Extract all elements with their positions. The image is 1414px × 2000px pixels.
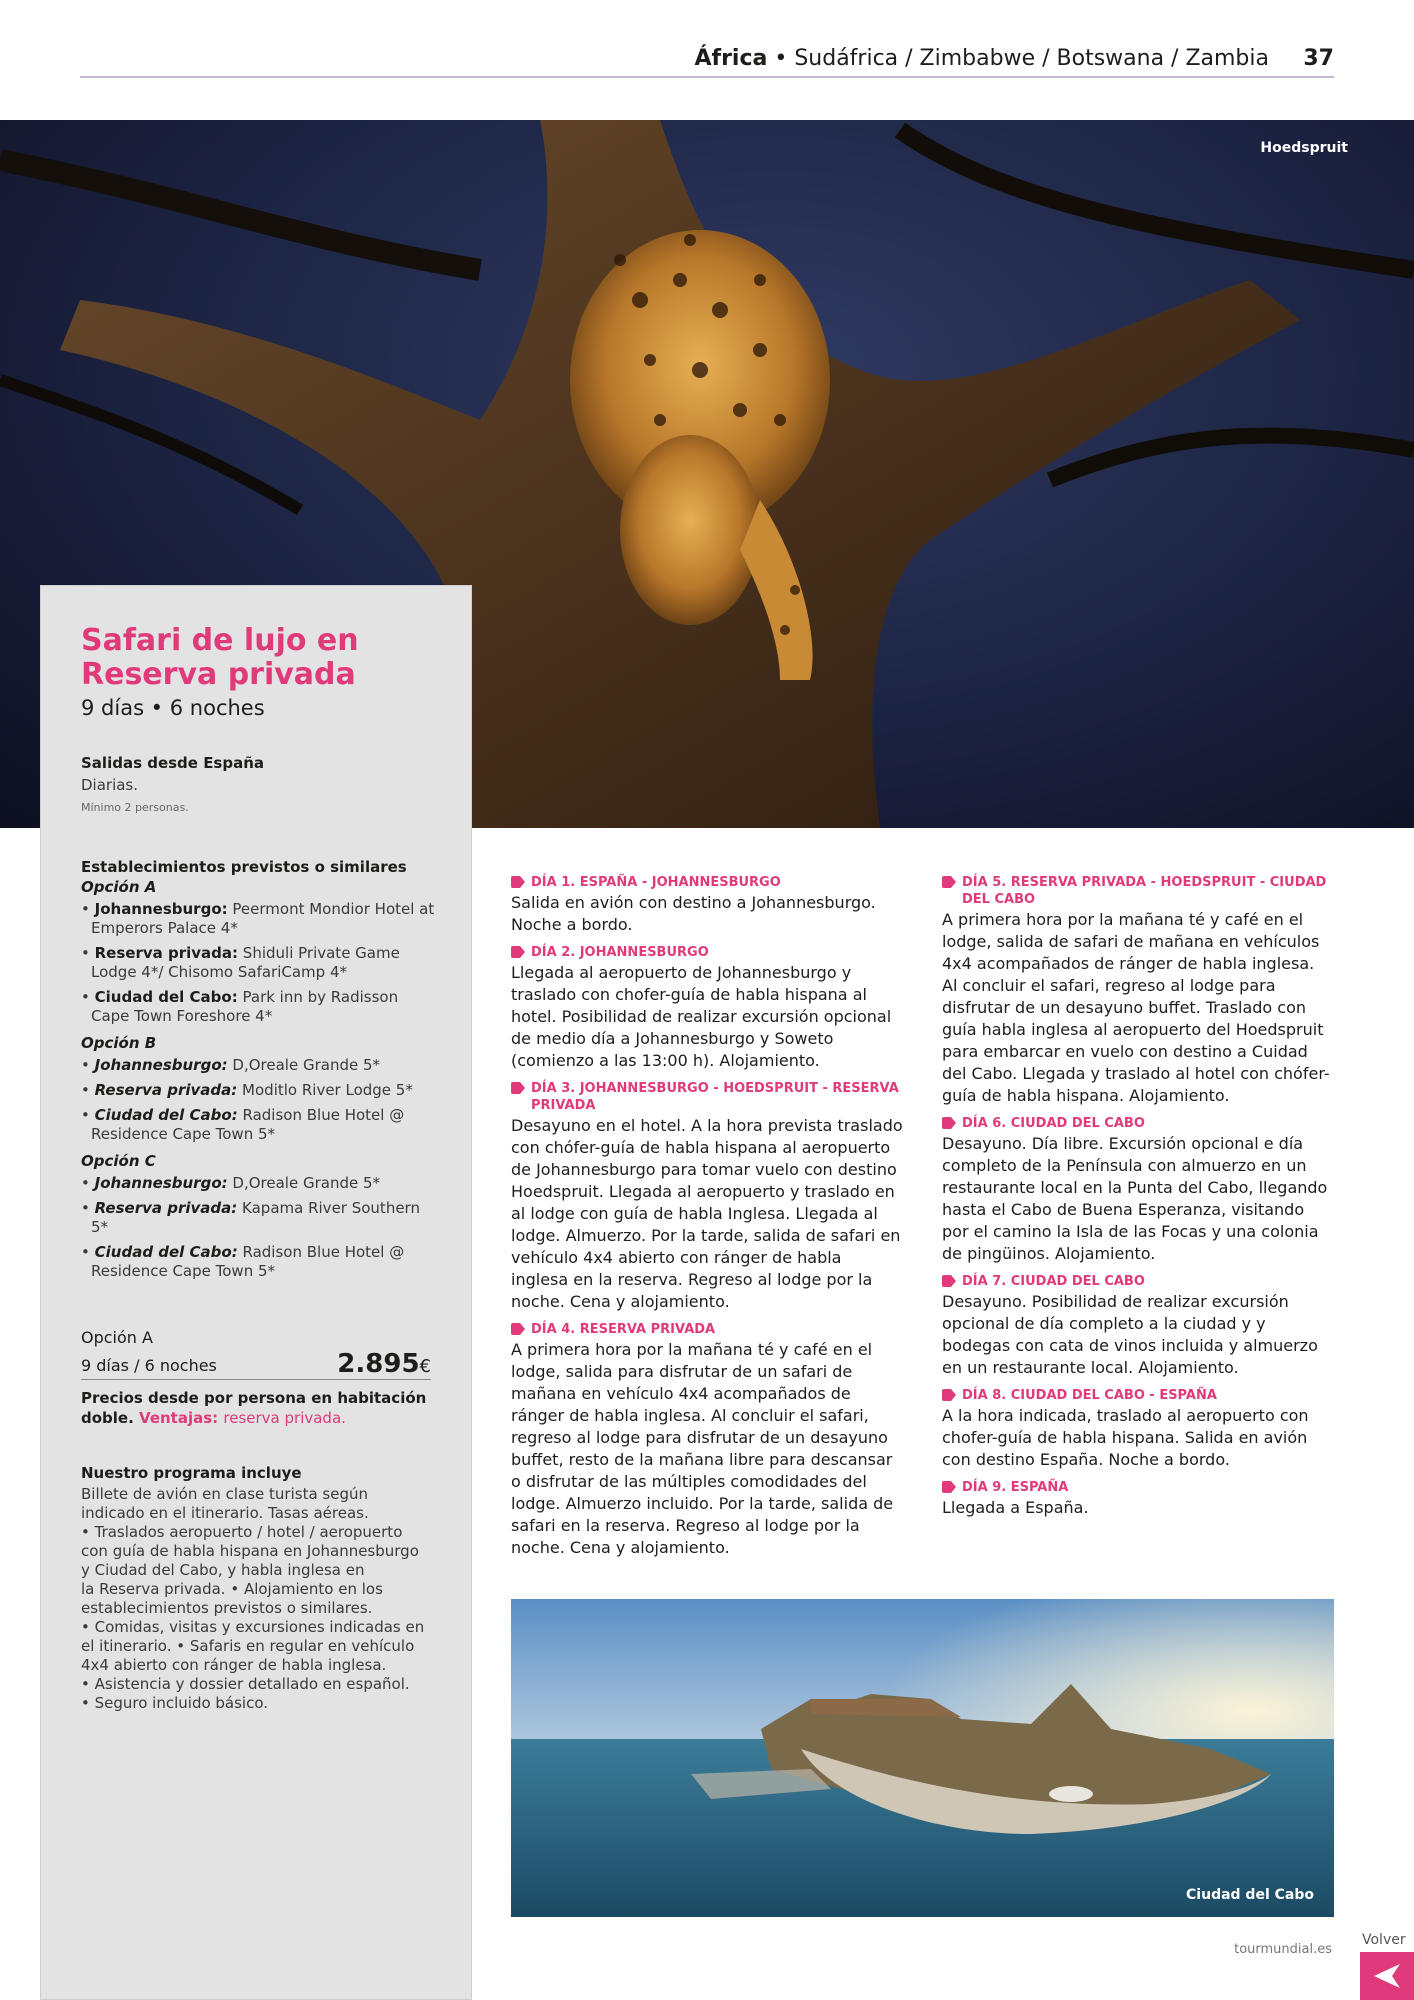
includes-line: el itinerario. • Safaris en regular en vehículo xyxy=(81,1637,415,1655)
day-title: DÍA 9. ESPAÑA xyxy=(962,1480,1069,1495)
header-region: África xyxy=(694,46,768,71)
includes-line: establecimientos previstos o similares. xyxy=(81,1599,373,1617)
tag-icon xyxy=(942,1117,956,1129)
day-heading xyxy=(942,1387,1334,1404)
advantages-value: reserva privada. xyxy=(223,1409,346,1427)
cape-caption: Ciudad del Cabo xyxy=(1186,1887,1314,1903)
hotel-place: Ciudad del Cabo: xyxy=(94,1106,238,1124)
day-title: DÍA 2. JOHANNESBURGO xyxy=(531,945,709,960)
tag-icon xyxy=(942,1275,956,1287)
includes-line: indicado en el itinerario. Tasas aéreas. xyxy=(81,1504,369,1522)
day-heading xyxy=(942,874,1334,908)
list-item: • Reserva privada: Kapama River Southern 5* xyxy=(81,1199,420,1236)
tag-icon xyxy=(511,946,525,958)
itinerary-column-1 xyxy=(511,866,903,1559)
tag-icon xyxy=(511,1323,525,1335)
day-heading xyxy=(511,1321,903,1338)
hotel-place: Johannesburgo: xyxy=(94,1174,228,1192)
day-heading xyxy=(511,944,903,961)
day-heading xyxy=(942,1115,1334,1132)
list-item: • Reserva privada: Moditlo River Lodge 5* xyxy=(81,1081,413,1099)
hotel-place: Johannesburgo: xyxy=(94,900,228,918)
day-title: DÍA 8. CIUDAD DEL CABO - ESPAÑA xyxy=(962,1388,1217,1403)
cape-town-photo xyxy=(511,1599,1334,1917)
day-text: Desayuno. Día libre. Excursión opcional e día completo de la Península con almuerzo en un restaurante local en la Punta del Cabo, llegando hasta el Cabo de Buena Esperanza, visitando por el camino la Isla de las Focas y una colonia de pingüinos. Alojamiento. xyxy=(942,1134,1328,1263)
price-currency: € xyxy=(419,1356,431,1377)
tag-icon xyxy=(511,876,525,888)
day-title: DÍA 5. RESERVA PRIVADA - HOEDSPRUIT - CIUDAD DEL CABO xyxy=(962,875,1327,907)
includes-line: • Comidas, visitas y excursiones indicadas en xyxy=(81,1618,425,1636)
day-text: Llegada al aeropuerto de Johannesburgo y traslado con chofer-guía de habla hispana al hotel. Posibilidad de realizar excursión opcional de medio día a Johannesburgo y Soweto (comienzo a las 13:00 h). Alojamiento. xyxy=(511,963,892,1070)
includes-line: 4x4 abierto con ránger de habla inglesa. xyxy=(81,1656,387,1674)
back-button[interactable] xyxy=(1360,1952,1414,2000)
option-b-label: Opción B xyxy=(81,1034,157,1052)
includes-line: y Ciudad del Cabo, y habla inglesa en xyxy=(81,1561,365,1579)
page-number: 37 xyxy=(1303,46,1334,71)
hotel-name: Radison Blue Hotel @ Residence Cape Town 5* xyxy=(91,1106,405,1143)
day-heading xyxy=(511,874,903,891)
list-item: • Ciudad del Cabo: Radison Blue Hotel @ Residence Cape Town 5* xyxy=(81,1106,405,1143)
price-amount: 2.895 xyxy=(337,1349,420,1379)
option-c-label: Opción C xyxy=(81,1152,156,1170)
trip-title-line1: Safari de lujo en xyxy=(81,623,359,658)
header-title xyxy=(694,46,1269,71)
includes-line: con guía de habla hispana en Johannesburgo xyxy=(81,1542,419,1560)
day-title: DÍA 7. CIUDAD DEL CABO xyxy=(962,1274,1145,1289)
includes-line: Billete de avión en clase turista según xyxy=(81,1485,368,1503)
trip-info-sidebar xyxy=(40,585,472,2000)
hotel-name: Radison Blue Hotel @ Residence Cape Town 5* xyxy=(91,1243,405,1280)
includes-line: • Seguro incluido básico. xyxy=(81,1694,269,1712)
list-item: • Johannesburgo: Peermont Mondior Hotel at Emperors Palace 4* xyxy=(81,900,435,937)
hotel-place: Reserva privada: xyxy=(94,1081,238,1099)
price-value xyxy=(337,1349,431,1379)
pricing-block xyxy=(81,1328,431,1428)
day-heading xyxy=(511,1080,903,1114)
includes-heading: Nuestro programa incluye xyxy=(81,1464,302,1482)
list-item: • Reserva privada: Shiduli Private Game Lodge 4*/ Chisomo SafariCamp 4* xyxy=(81,944,400,981)
option-b-list xyxy=(81,1056,441,1144)
hotel-place: Ciudad del Cabo: xyxy=(94,1243,238,1261)
tag-icon xyxy=(942,876,956,888)
includes-line: • Asistencia y dossier detallado en español. xyxy=(81,1675,410,1693)
departures-minimum: Mínimo 2 personas. xyxy=(81,801,189,814)
hotel-name: Kapama River Southern 5* xyxy=(91,1199,420,1236)
day-title: DÍA 1. ESPAÑA - JOHANNESBURGO xyxy=(531,875,781,890)
hotel-name: Shiduli Private Game Lodge 4*/ Chisomo SafariCamp 4* xyxy=(91,944,400,981)
price-option-label: Opción A xyxy=(81,1328,153,1347)
departures-heading: Salidas desde España xyxy=(81,754,265,772)
price-note-text: Precios desde por persona en habitación doble. xyxy=(81,1389,427,1427)
triangle-left-icon xyxy=(1372,1962,1402,1990)
trip-title xyxy=(81,624,441,692)
hotel-place: Ciudad del Cabo: xyxy=(94,988,238,1006)
includes-line: la Reserva privada. • Alojamiento en los xyxy=(81,1580,383,1598)
price-nights: 9 días / 6 noches xyxy=(81,1356,217,1375)
back-label: Volver xyxy=(1362,1932,1406,1948)
day-text: Desayuno en el hotel. A la hora prevista traslado con chófer-guía de habla hispana al aeropuerto de Johannesburgo para tomar vuelo con destino Hoedspruit. Llegada al aeropuerto y traslado en al lodge con guía de habla Inglesa. Llegada al lodge. Almuerzo. Por la tarde, salida de safari en vehículo 4x4 abierto con ránger de habla inglesa en la reserva. Regreso al lodge por la noche. Cena y alojamiento. xyxy=(511,1116,903,1311)
hotel-name: D,Oreale Grande 5* xyxy=(232,1056,381,1074)
tag-icon xyxy=(942,1389,956,1401)
price-note xyxy=(81,1388,431,1428)
option-c-list xyxy=(81,1174,441,1281)
hotel-name: D,Oreale Grande 5* xyxy=(232,1174,381,1192)
establishments-heading: Establecimientos previstos o similares xyxy=(81,858,407,876)
day-heading xyxy=(942,1273,1334,1290)
includes-text xyxy=(81,1485,437,1713)
day-text: Salida en avión con destino a Johannesburgo. Noche a bordo. xyxy=(511,893,876,934)
hotel-place: Reserva privada: xyxy=(94,1199,238,1217)
tag-icon xyxy=(942,1481,956,1493)
option-a-list xyxy=(81,900,441,1026)
day-heading xyxy=(942,1479,1334,1496)
hotel-name: Moditlo River Lodge 5* xyxy=(242,1081,413,1099)
day-text: A primera hora por la mañana té y café en el lodge, salida para disfrutar de un safari de mañana en vehículo 4x4 acompañados de ránger de habla inglesa. Al concluir el safari, regreso al lodge para disfrutar de un desayuno buffet, resto de la mañana libre para descansar o disfrutar de las múltiples comodidades del lodge. Almuerzo incluido. Por la tarde, salida de safari en la reserva. Regreso al lodge por la noche. Cena y alojamiento. xyxy=(511,1340,894,1557)
departures-block xyxy=(81,754,441,814)
list-item: • Ciudad del Cabo: Radison Blue Hotel @ Residence Cape Town 5* xyxy=(81,1243,405,1280)
day-text: Desayuno. Posibilidad de realizar excursión opcional de día completo a la ciudad y y bodegas con cata de vinos incluida y almuerzo en un restaurante local. Alojamiento. xyxy=(942,1292,1318,1377)
day-text: A primera hora por la mañana té y café en el lodge, salida de safari de mañana en vehículos 4x4 acompañados de ránger de habla inglesa. Al concluir el safari, regreso al lodge para disfrutar de un desayuno buffet. Traslado con guía habla inglesa al aeropuerto del Hoedspruit para embarcar en vuelo con destino a Cuidad del Cabo. Llegada y traslado al hotel con chófer-guía de habla hispana. Alojamiento. xyxy=(942,910,1330,1105)
option-a-label: Opción A xyxy=(81,878,157,896)
hotel-name: Park inn by Radisson Cape Town Foreshore 4* xyxy=(91,988,399,1025)
includes-line: • Traslados aeropuerto / hotel / aeropuerto xyxy=(81,1523,403,1541)
includes-block xyxy=(81,1464,437,1713)
trip-title-line2: Reserva privada xyxy=(81,657,356,692)
day-title: DÍA 4. RESERVA PRIVADA xyxy=(531,1322,716,1337)
day-title: DÍA 3. JOHANNESBURGO - HOEDSPRUIT - RESERVA PRIVADA xyxy=(531,1081,899,1113)
hotel-name: Peermont Mondior Hotel at Emperors Palace 4* xyxy=(91,900,435,937)
page-header xyxy=(80,40,1334,78)
list-item: • Johannesburgo: D,Oreale Grande 5* xyxy=(81,1056,381,1074)
price-row xyxy=(81,1347,431,1380)
hero-caption: Hoedspruit xyxy=(1260,140,1348,156)
establishments-block xyxy=(81,858,441,1287)
list-item: • Johannesburgo: D,Oreale Grande 5* xyxy=(81,1174,381,1192)
itinerary-column-2 xyxy=(942,866,1334,1519)
day-text: A la hora indicada, traslado al aeropuerto con chofer-guía de habla hispana. Salida en avión con destino España. Noche a bordo. xyxy=(942,1406,1309,1469)
hotel-place: Johannesburgo: xyxy=(94,1056,228,1074)
trip-duration: 9 días • 6 noches xyxy=(81,696,265,720)
footer-site-link[interactable]: tourmundial.es xyxy=(1234,1942,1332,1957)
list-item: • Ciudad del Cabo: Park inn by Radisson Cape Town Foreshore 4* xyxy=(81,988,399,1025)
advantages-label: Ventajas: xyxy=(139,1409,219,1427)
tag-icon xyxy=(511,1082,525,1094)
departures-frequency: Diarias. xyxy=(81,776,139,794)
day-text: Llegada a España. xyxy=(942,1498,1089,1517)
day-title: DÍA 6. CIUDAD DEL CABO xyxy=(962,1116,1145,1131)
header-countries: • Sudáfrica / Zimbabwe / Botswana / Zambia xyxy=(774,46,1269,71)
hotel-place: Reserva privada: xyxy=(94,944,239,962)
